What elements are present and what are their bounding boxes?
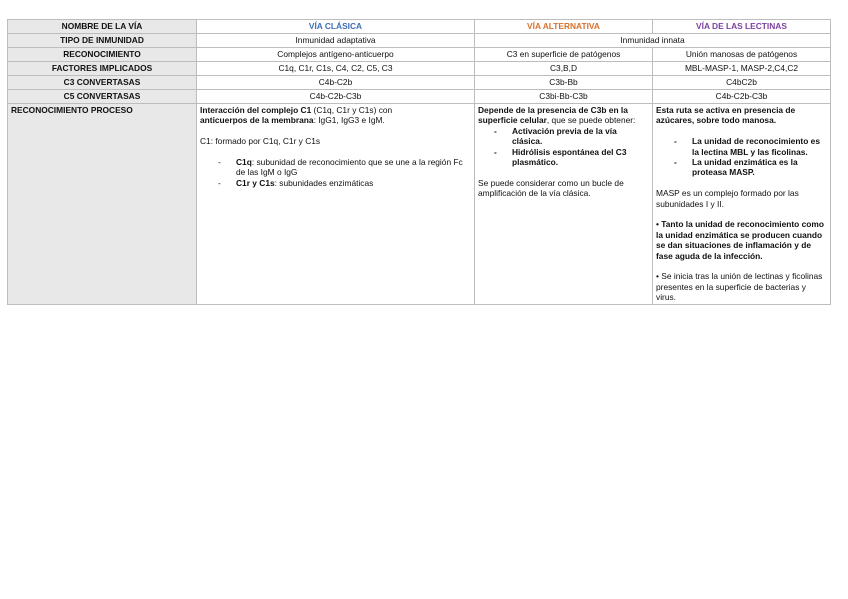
label-c3-convertasas: C3 CONVERTASAS: [8, 76, 197, 90]
header-via-lectinas: VÍA DE LAS LECTINAS: [653, 20, 831, 34]
cell-reconocimiento-clasica: Complejos antígeno-anticuerpo: [197, 48, 475, 62]
row-c3-convertasas: [8, 76, 831, 90]
cell-c3-alternativa: C3b-Bb: [475, 76, 653, 90]
list-item: - La unidad enzimática es la proteasa MASP.: [656, 157, 827, 178]
row-factores: [8, 62, 831, 76]
cell-c3-clasica: C4b-C2b: [197, 76, 475, 90]
clasica-intro: Interacción del complejo C1 (C1q, C1r y C1s) con anticuerpos de la membrana: IgG1, IgG3 e IgM.: [200, 105, 393, 126]
cell-reconocimiento-alternativa: C3 en superficie de patógenos: [475, 48, 653, 62]
header-via-clasica: VÍA CLÁSICA: [197, 20, 475, 34]
lectinas-masp: MASP es un complejo formado por las subunidades I y II.: [656, 188, 799, 209]
cell-c5-alternativa: C3bi-Bb-C3b: [475, 90, 653, 104]
cell-proceso-clasica: [197, 104, 475, 305]
cell-c3-lectinas: C4bC2b: [653, 76, 831, 90]
cell-factores-alternativa: C3,B,D: [475, 62, 653, 76]
cell-proceso-lectinas: [653, 104, 831, 305]
label-reconocimiento-proceso: RECONOCIMIENTO PROCESO: [8, 104, 197, 305]
label-factores: FACTORES IMPLICADOS: [8, 62, 197, 76]
lectinas-bullet-2: • Se inicia tras la unión de lectinas y ficolinas presentes en la superficie de bacterias y virus.: [656, 271, 823, 303]
list-item: - Hidrólisis espontánea del C3 plasmático.: [478, 147, 649, 168]
list-item: - La unidad de reconocimiento es la lectina MBL y las ficolinas.: [656, 136, 827, 157]
row-reconocimiento: [8, 48, 831, 62]
cell-proceso-alternativa: [475, 104, 653, 305]
header-row: [8, 20, 831, 34]
lectinas-intro: Esta ruta se activa en presencia de azúcares, sobre todo manosa.: [656, 105, 796, 126]
cell-tipo-innata: Inmunidad innata: [475, 34, 831, 48]
clasica-list: [200, 157, 471, 188]
alternativa-list: [478, 126, 649, 168]
cell-factores-lectinas: MBL-MASP-1, MASP-2,C4,C2: [653, 62, 831, 76]
cell-reconocimiento-lectinas: Unión manosas de patógenos: [653, 48, 831, 62]
alternativa-intro: Depende de la presencia de C3b en la superficie celular, que se puede obtener:: [478, 105, 636, 126]
cell-tipo-clasica: Inmunidad adaptativa: [197, 34, 475, 48]
cell-factores-clasica: C1q, C1r, C1s, C4, C2, C5, C3: [197, 62, 475, 76]
header-nombre: NOMBRE DE LA VÍA: [8, 20, 197, 34]
cell-c5-lectinas: C4b-C2b-C3b: [653, 90, 831, 104]
label-reconocimiento: RECONOCIMIENTO: [8, 48, 197, 62]
lectinas-bullet-1: • Tanto la unidad de reconocimiento como la unidad enzimática se producen cuando se dan situaciones de inflamación y de fase aguda de la infección.: [656, 219, 824, 261]
cell-c5-clasica: C4b-C2b-C3b: [197, 90, 475, 104]
clasica-c1-line: C1: formado por C1q, C1r y C1s: [200, 136, 321, 147]
header-via-alternativa: VÍA ALTERNATIVA: [475, 20, 653, 34]
lectinas-list: [656, 136, 827, 178]
comparison-table: [7, 19, 831, 305]
row-c5-convertasas: [8, 90, 831, 104]
list-item: - Activación previa de la vía clásica.: [478, 126, 649, 147]
label-c5-convertasas: C5 CONVERTASAS: [8, 90, 197, 104]
row-tipo-inmunidad: [8, 34, 831, 48]
alternativa-outro: Se puede considerar como un bucle de amplificación de la vía clásica.: [478, 177, 624, 199]
label-tipo-inmunidad: TIPO DE INMUNIDAD: [8, 34, 197, 48]
list-item: - C1r y C1s: subunidades enzimáticas: [200, 178, 471, 188]
list-item: - C1q: subunidad de reconocimiento que se une a la región Fc de las IgM o IgG: [200, 157, 471, 178]
row-reconocimiento-proceso: [8, 104, 831, 305]
